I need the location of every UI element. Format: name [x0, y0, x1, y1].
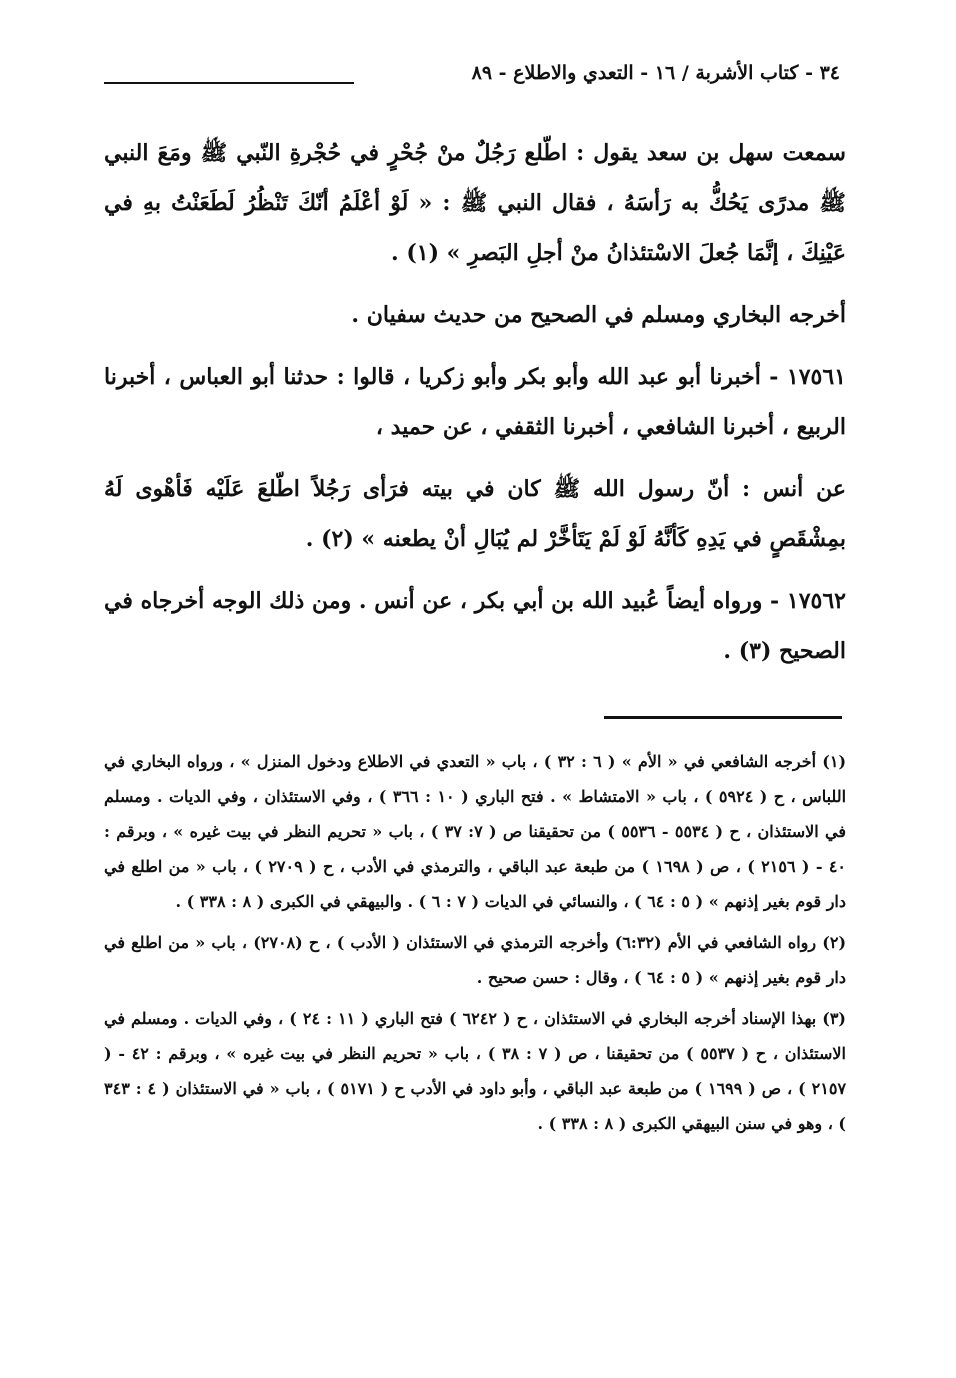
hadith-paragraph: سمعت سهل بن سعد يقول : اطّلع رَجُلٌ منْ جُحْرٍ في حُجْرةِ النّبي ﷺ ومَعَ النبي ﷺ مدرًى يَحُكُّ به رَأسَهُ ، فقال النبي ﷺ : « لَوْ أعْلَمُ أنّكَ تَنْظُرُ لَطَعَنْتُ بهِ في عَيْنِكَ ، إنَّمَا جُعلَ الاسْتئذانُ منْ أجلِ البَصرِ » (١) . — [104, 140, 846, 266]
main-text — [104, 128, 846, 688]
takhrij-paragraph: أخرجه البخاري ومسلم في الصحيح من حديث سفيان . — [351, 302, 846, 328]
hadith-17562: ١٧٥٦٢ - ورواه أيضاً عُبيد الله بن أبي بكر ، عن أنس . ومن ذلك الوجه أخرجاه في الصحيح (٣) . — [104, 588, 846, 664]
hadith-17561-matn: عن أنس : أنّ رسول الله ﷺ كان في بيته فرَأى رَجُلاً اطّلعَ عَلَيْه فَأهْوى لَهُ بمِشْقَصٍ في يَدِهِ كَأنَّهُ لَوْ لَمْ يَتَأخَّرْ لم يُبَالِ أنْ يطعنه » (٢) . — [104, 476, 846, 552]
hadith-17561-isnad: ١٧٥٦١ - أخبرنا أبو عبد الله وأبو بكر وأبو زكريا ، قالوا : حدثنا أبو العباس ، أخبرنا الربيع ، أخبرنا الشافعي ، أخبرنا الثقفي ، عن حميد ، — [104, 364, 846, 440]
running-header — [104, 62, 840, 102]
footnote-1: (١) أخرجه الشافعي في « الأم » ( ٦ : ٣٢ ) ، باب « التعدي في الاطلاع ودخول المنزل » ، ورواه البخاري في اللباس ، ح ( ٥٩٢٤ ) ، باب « الامتشاط » . فتح الباري ( ١٠ : ٣٦٦ ) ، وفي الاستئذان ، وفي الديات . ومسلم في الاستئذان ، ح ( ٥٥٣٤ - ٥٥٣٦ ) من تحقيقنا ص ( ٧: ٣٧ ) ، باب « تحريم النظر في بيت غيره » ، وبرقم : ٤٠ - ( ٢١٥٦ ) ، ص ( ١٦٩٨ ) من طبعة عبد الباقي ، والترمذي في الأدب ، ح ( ٢٧٠٩ ) ، باب « من اطلع في دار قوم بغير إذنهم » ( ٥ : ٦٤ ) ، والنسائي في الديات ( ٧ : ٦ ) . والبيهقي في الكبرى ( ٨ : ٣٣٨ ) . — [104, 752, 847, 911]
footnote-separator — [604, 716, 842, 719]
header-rule — [104, 82, 354, 84]
header-title: ٣٤ - كتاب الأشربة / ١٦ - التعدي والاطلاع - ٨٩ — [471, 62, 840, 84]
footnotes — [104, 744, 846, 1147]
footnote-3: (٣) بهذا الإسناد أخرجه البخاري في الاستئذان ، ح ( ٦٢٤٢ ) فتح الباري ( ١١ : ٢٤ ) ، وفي الديات . ومسلم في الاستئذان ، ح ( ٥٥٣٧ ) من تحقيقنا ، ص ( ٧ : ٣٨ ) ، باب « تحريم النظر في بيت غيره » ، وبرقم : ٤٢ - ( ٢١٥٧ ) ، ص ( ١٦٩٩ ) من طبعة عبد الباقي ، وأبو داود في الأدب ح ( ٥١٧١ ) ، باب « في الاستئذان ( ٤ : ٣٤٣ ) ، وهو في سنن البيهقي الكبرى ( ٨ : ٣٣٨ ) . — [104, 1009, 847, 1133]
footnote-2: (٢) رواه الشافعي في الأم (٦:٣٢) وأخرجه الترمذي في الاستئذان ( الأدب ) ، ح (٢٧٠٨) ، باب « من اطلع في دار قوم بغير إذنهم » ( ٥ : ٦٤ ) ، وقال : حسن صحيح . — [104, 933, 847, 987]
